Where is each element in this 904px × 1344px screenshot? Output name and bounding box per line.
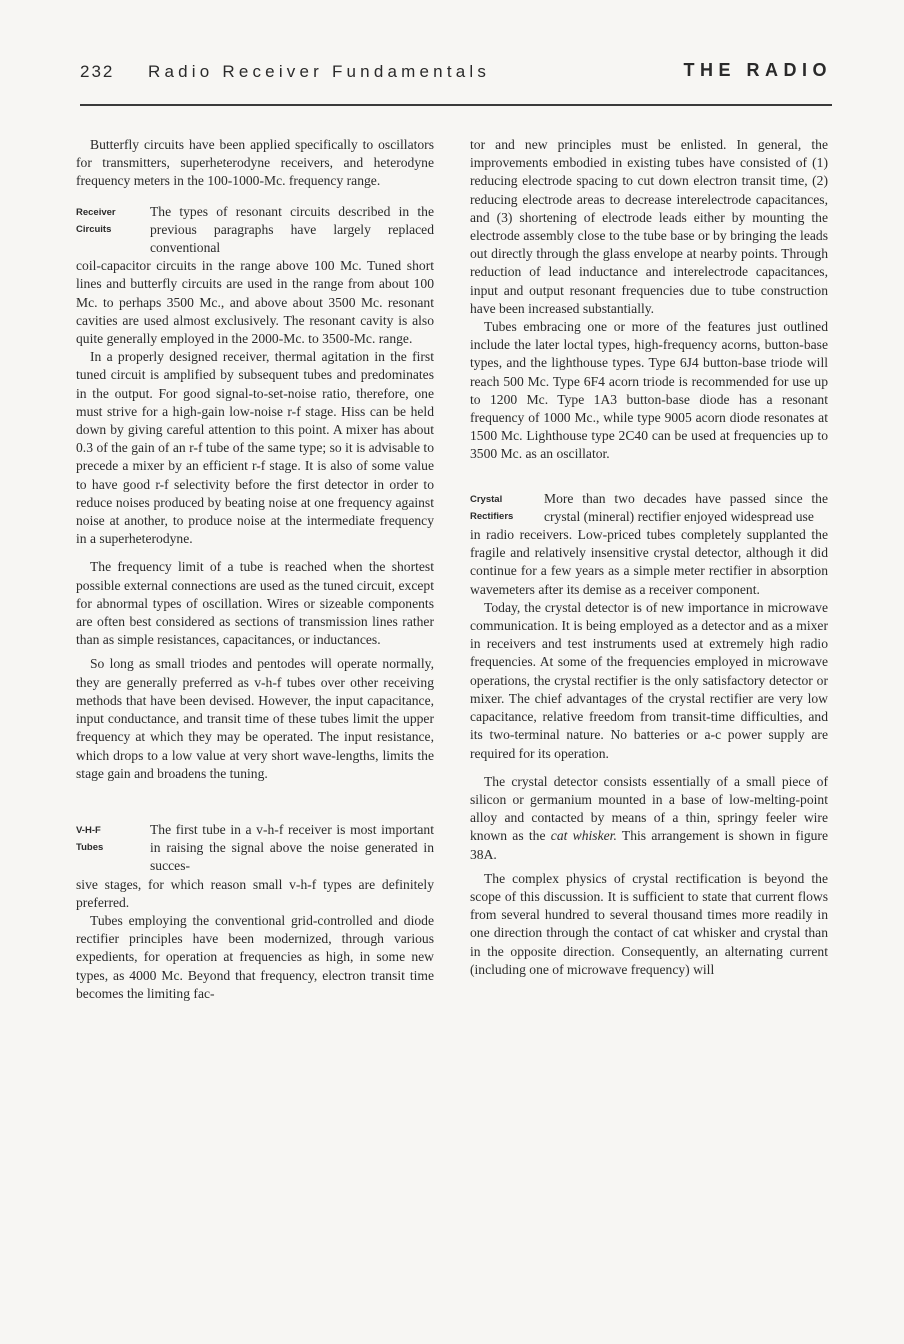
left-column bbox=[76, 136, 434, 1003]
page-number: 232 bbox=[80, 62, 115, 81]
paragraph: Tubes embracing one or more of the features just outlined include the later loctal types, high-frequency acorns, button-base types, and the lighthouse types. Type 6J4 button-base triode will reach 500 Mc. Type 6F4 acorn triode is recommended for use up to 1200 Mc. Type 1A3 button-base diode has a resonant frequency of 1000 Mc., while type 9005 acorn diode resonates at 1500 Mc. Lighthouse type 2C40 can be used at frequencies up to 3500 Mc. as an oscillator. bbox=[470, 319, 828, 462]
paragraph: In a properly designed receiver, thermal agitation in the first tuned circuit is amplified by subsequent tubes and predominates in the output. For good signal-to-set-noise ratio, therefore, one must strive for a high-gain low-noise r-f stage. Hiss can be held down by giving careful attention to this point. A mixer has about 0.3 of the gain of an r-f tube of the same type; so it is advisable to precede a mixer by an efficient r-f stage. It is also of some value to have good r-f selectivity before the first detector in order to reduce noises produced by beating noise at one frequency against noise at another, to produce noise at the intermediate frequency in a superheterodyne. bbox=[76, 349, 434, 547]
margin-heading: Crystal Rectifiers bbox=[470, 493, 514, 522]
paragraph: in radio receivers. Low-priced tubes completely supplanted the fragile and relatively insensitive crystal detector, although it did continue for a few years as a simple meter rectifier in absorption wavemeters after its demise as a receiver component. bbox=[470, 527, 828, 597]
header-rule bbox=[80, 104, 832, 106]
paragraph: Butterfly circuits have been applied specifically to oscillators for transmitters, superheterodyne receivers, and heterodyne frequency meters in the 100-1000-Mc. frequency range. bbox=[76, 137, 434, 189]
paragraph: So long as small triodes and pentodes will operate normally, they are generally preferred as v-h-f tubes over other receiving methods that have been devised. However, the input capacitance, input conductance, and transit time of these tubes limit the upper frequency at which they may be operated. The input resistance, which drops to a low value at very short wave-lengths, limits the stage gain and broadens the tuning. bbox=[76, 656, 434, 781]
paragraph: The frequency limit of a tube is reached when the shortest possible external connections are used as the tuned circuit, except for abnormal types of oscillation. Wires or sizeable components are often best considered as sections of transmission lines rather than as simple resistances, capacitances, or inductances. bbox=[76, 559, 434, 648]
section-lead-text: More than two decades have passed since the crystal (mineral) rectifier enjoyed widespread use bbox=[544, 490, 828, 524]
right-column bbox=[470, 136, 828, 979]
emphasis-cat-whisker: cat whisker. bbox=[550, 828, 617, 844]
margin-heading: V-H-F Tubes bbox=[76, 824, 104, 853]
paragraph: coil-capacitor circuits in the range above 100 Mc. Tuned short lines and butterfly circuits are used in the range from about 100 Mc. to perhaps 3500 Mc., and above about 3500 Mc. resonant cavities are used almost exclusively. The resonant cavity is also quite generally employed in the 2000-Mc. to 3500-Mc. range. bbox=[76, 258, 434, 347]
paragraph: Today, the crystal detector is of new importance in microwave communication. It is being employed as a detector and as a mixer in receivers and test instruments used at extremely high radio frequencies. At some of the frequencies employed in microwave operations, the crystal rectifier is the only satisfactory detector or mixer. The chief advantages of the crystal rectifier are very low capacitance, relative freedom from transit-time difficulties, and its two-terminal nature. No batteries or a-c power supply are required for its operation. bbox=[470, 599, 828, 761]
section-lead-text: The first tube in a v-h-f receiver is most important in raising the signal above the noise generated in succes- bbox=[150, 821, 434, 874]
section-lead-text: The types of resonant circuits described in the previous paragraphs have largely replaced conventional bbox=[150, 203, 434, 256]
page-header bbox=[80, 62, 832, 98]
section-vhf-tubes bbox=[76, 821, 434, 876]
paragraph: The complex physics of crystal rectification is beyond the scope of this discussion. It is sufficient to state that current flows from several hundred to several thousand times more readily in one direction through the contact of cat whisker and crystal than in the opposite direction. Consequently, an alternating current (including one of microwave frequency) will bbox=[470, 870, 828, 977]
paragraph: tor and new principles must be enlisted. In general, the improvements embodied in existing tubes have consisted of (1) reducing electrode spacing to cut down electron transit time, (2) reducing electrode areas to decrease interelectrode capacitances, and (3) shortening of electrode leads either by mounting the electrode assembly close to the tube base or by bringing the leads out directly through the glass envelope at nearby points. Through reduction of lead inductance and interelectrode capacitances, input and output resonant frequencies due to tube construction have been increased substantially. bbox=[470, 137, 828, 316]
paragraph: The crystal detector consists essentially of a small piece of silicon or germanium mounted in a base of low-melting-point alloy and contacted by means of a thin, springy feeler wire known as the cat whisker. This arrangement is shown in figure 38A. bbox=[470, 773, 828, 862]
margin-heading: Receiver Circuits bbox=[76, 206, 116, 235]
paragraph: sive stages, for which reason small v-h-f types are definitely preferred. bbox=[76, 876, 434, 910]
chapter-title: THE RADIO bbox=[683, 60, 832, 80]
paragraph: Tubes employing the conventional grid-controlled and diode rectifier principles have been modernized, through various expedients, for operation at frequencies as high, in some new types, as 4000 Mc. Beyond that frequency, electron transit time becomes the limiting fac- bbox=[76, 912, 434, 1001]
section-crystal-rectifiers bbox=[470, 490, 828, 526]
book-title: Radio Receiver Fundamentals bbox=[148, 62, 491, 81]
section-receiver-circuits bbox=[76, 203, 434, 258]
